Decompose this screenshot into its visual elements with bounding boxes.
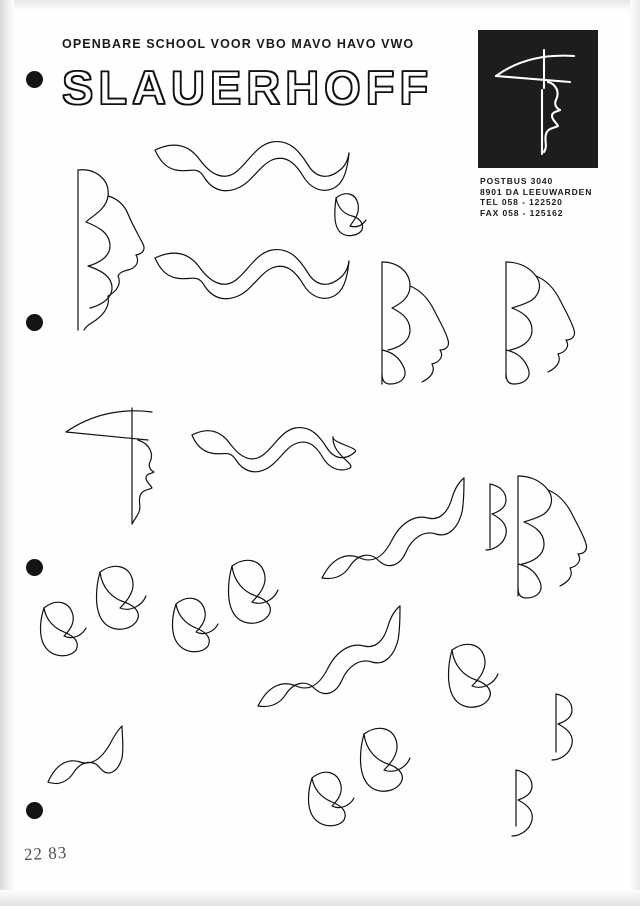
punch-hole xyxy=(26,559,43,576)
profile-face-medium-2 xyxy=(506,262,575,384)
address-line-2: 8901 DA LEEUWARDEN xyxy=(480,186,593,197)
hook-shape-small xyxy=(361,728,411,791)
profile-face-medium-3 xyxy=(518,476,587,598)
punch-hole xyxy=(26,802,43,819)
wave-ribbon-shape xyxy=(155,250,349,299)
profile-face-small-right xyxy=(486,484,506,550)
address-line-4: FAX 058 - 125162 xyxy=(480,207,564,218)
school-subtitle: OPENBARE SCHOOL VOOR VBO MAVO HAVO VWO xyxy=(62,37,415,51)
profile-logo-sketch xyxy=(66,408,154,524)
letterhead xyxy=(0,0,640,240)
punch-hole xyxy=(26,314,43,331)
profile-face-small-bottom-right xyxy=(512,770,532,836)
profile-face-medium-1 xyxy=(382,262,449,384)
slauerhoff-profile-logo-icon xyxy=(478,30,598,168)
diagonal-ribbon-long xyxy=(322,478,464,579)
pencil-footer-note: 22 83 xyxy=(23,842,68,865)
diagonal-ribbon-short xyxy=(48,726,123,784)
hook-shape-small xyxy=(309,772,355,826)
hook-shape-small xyxy=(229,560,279,623)
profile-face-small-right-2 xyxy=(552,694,572,760)
wave-ribbon-shape xyxy=(192,428,356,472)
address-line-3: TEL 058 - 122520 xyxy=(480,197,563,207)
hook-shape-small xyxy=(97,566,147,629)
hook-shape-small xyxy=(173,598,219,652)
diagonal-ribbon-long xyxy=(258,606,400,707)
hook-shape-small xyxy=(41,602,87,656)
address-block xyxy=(480,176,592,218)
logo-box xyxy=(478,30,598,168)
hook-shape-small xyxy=(449,644,499,707)
address-line-1: POSTBUS 3040 xyxy=(480,176,554,186)
page-title: SLAUERHOFF xyxy=(62,61,434,114)
page-edge-bottom xyxy=(0,890,640,906)
